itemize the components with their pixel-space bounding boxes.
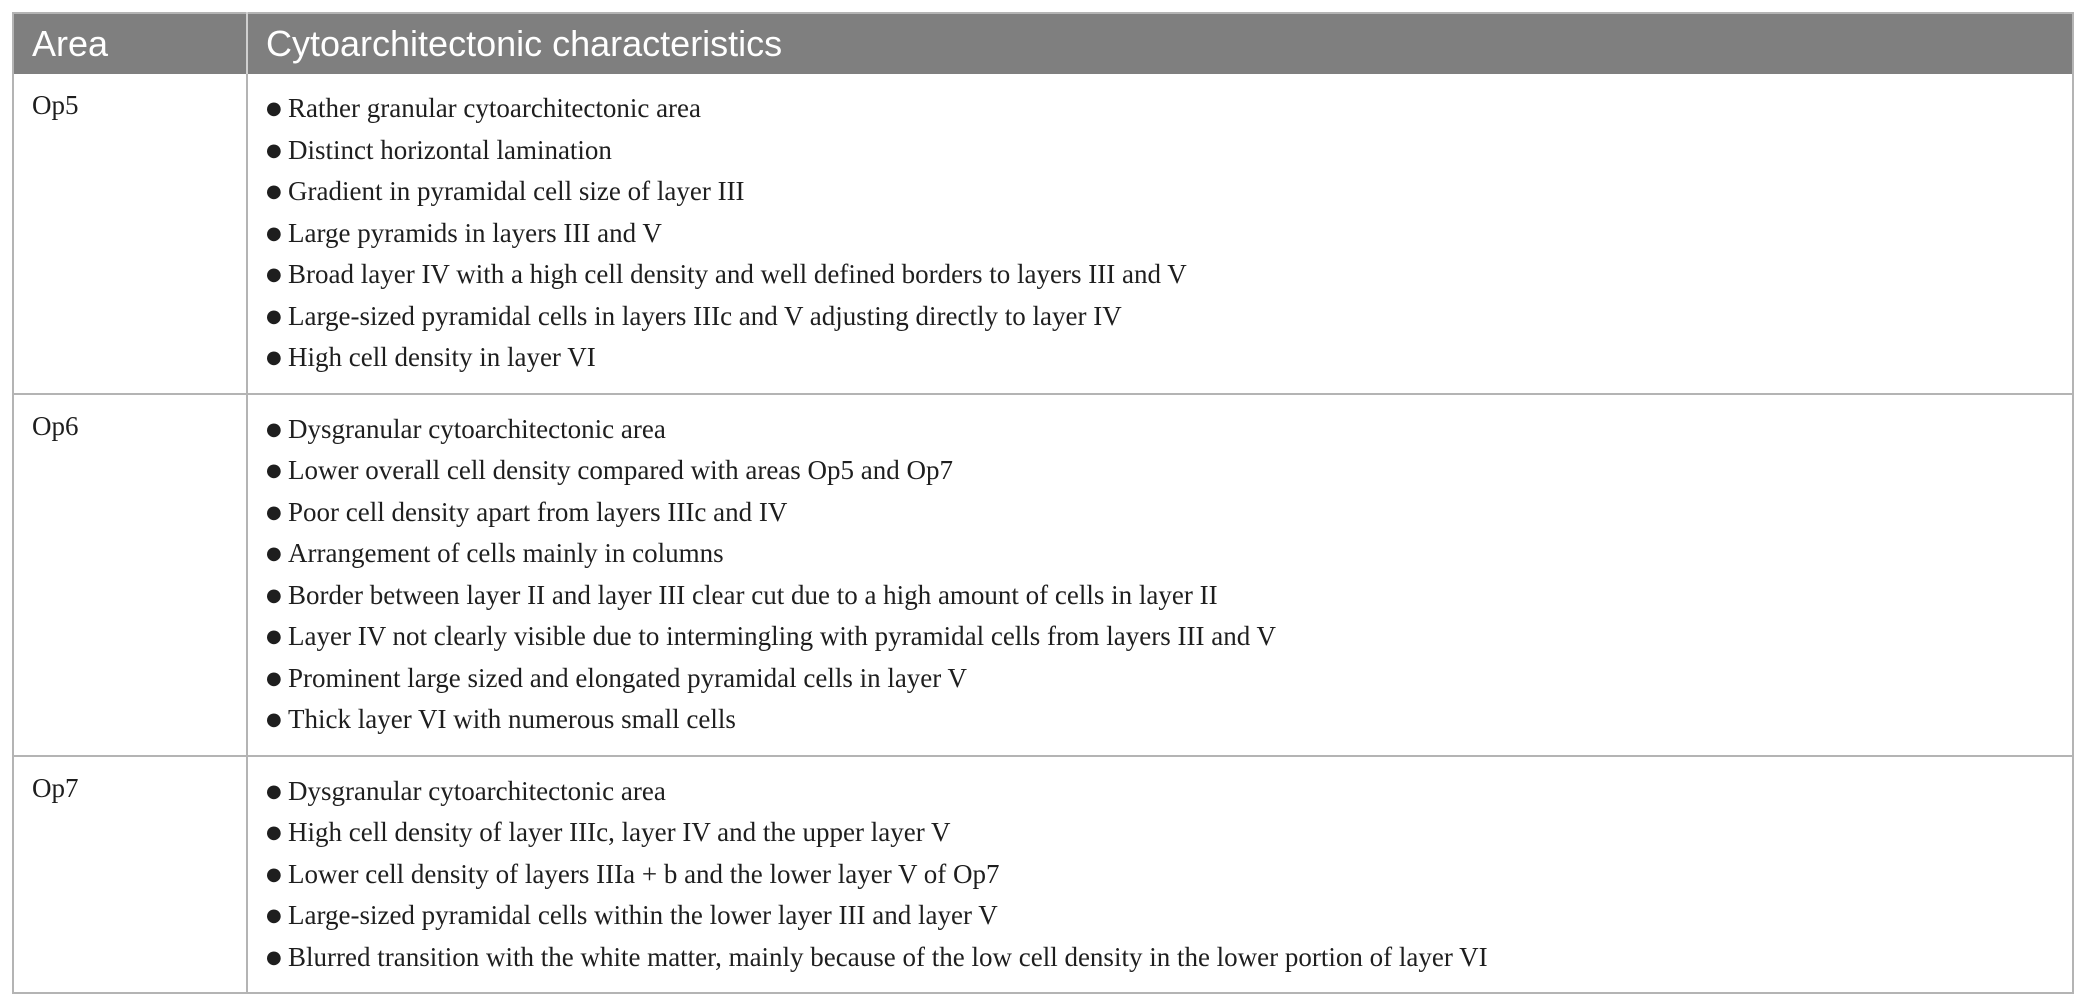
bullet-icon: ● [266, 780, 282, 802]
list-item [266, 812, 2072, 854]
header-row [13, 13, 2073, 74]
bullet-icon: ● [266, 667, 282, 689]
list-item [266, 337, 2072, 379]
area-cell: Op6 [13, 394, 247, 756]
list-item-text: Broad layer IV with a high cell density and well defined borders to layers III and V [288, 259, 1187, 289]
list-item-text: Blurred transition with the white matter, mainly because of the low cell density in the lower portion of layer VI [288, 941, 1488, 972]
table-row [13, 756, 2073, 994]
list-item [266, 492, 2072, 534]
list-item-text: Thick layer VI with numerous small cells [288, 704, 736, 734]
list-item-text: Gradient in pyramidal cell size of layer III [288, 176, 745, 206]
list-item [266, 213, 2072, 255]
table-body [13, 74, 2073, 993]
bullet-icon: ● [266, 584, 282, 606]
header-area: Area [13, 13, 247, 74]
list-item [266, 533, 2072, 575]
bullet-icon: ● [266, 501, 282, 523]
cytoarchitecture-table-container [12, 12, 2072, 994]
characteristics-list [266, 88, 2072, 379]
list-item [266, 450, 2072, 492]
table-row [13, 394, 2073, 756]
bullet-icon: ● [266, 98, 282, 119]
list-item-text: Large-sized pyramidal cells in layers IIIc and V adjusting directly to layer IV [288, 300, 1122, 331]
list-item-text: Rather granular cytoarchitectonic area [288, 93, 702, 123]
characteristics-list [266, 409, 2072, 741]
header-characteristics: Cytoarchitectonic characteristics [247, 13, 2073, 74]
bullet-icon: ● [266, 305, 282, 327]
bullet-icon: ● [266, 822, 282, 843]
list-item-text: Layer IV not clearly visible due to intermingling with pyramidal cells from layers III and V [288, 621, 1276, 651]
list-item [266, 171, 2072, 213]
table-row [13, 74, 2073, 394]
list-item [266, 937, 2072, 979]
list-item-text: Poor cell density apart from layers IIIc and IV [288, 496, 788, 527]
bullet-icon: ● [266, 139, 282, 161]
list-item-text: Arrangement of cells mainly in columns [288, 538, 724, 568]
bullet-icon: ● [266, 418, 282, 440]
bullet-icon: ● [266, 626, 282, 647]
cytoarchitecture-table [12, 12, 2074, 994]
bullet-icon: ● [266, 264, 282, 285]
list-item [266, 575, 2072, 617]
characteristics-cell [247, 394, 2073, 756]
list-item-text: Lower cell density of layers IIIa + b and the lower layer V of Op7 [288, 858, 1000, 889]
list-item [266, 658, 2072, 700]
area-cell: Op5 [13, 74, 247, 394]
characteristics-cell [247, 756, 2073, 994]
bullet-icon: ● [266, 181, 282, 202]
characteristics-list [266, 771, 2072, 979]
bullet-icon: ● [266, 222, 282, 244]
list-item [266, 771, 2072, 813]
bullet-icon: ● [266, 460, 282, 481]
list-item-text: Border between layer II and layer III clear cut due to a high amount of cells in layer II [288, 579, 1218, 610]
list-item [266, 254, 2072, 296]
list-item-text: High cell density of layer IIIc, layer IV and the upper layer V [288, 817, 951, 847]
list-item [266, 88, 2072, 130]
list-item [266, 409, 2072, 451]
list-item [266, 616, 2072, 658]
bullet-icon: ● [266, 863, 282, 885]
list-item-text: Prominent large sized and elongated pyramidal cells in layer V [288, 662, 968, 693]
list-item-text: Dysgranular cytoarchitectonic area [288, 413, 666, 444]
table-header [13, 13, 2073, 74]
bullet-icon: ● [266, 905, 282, 926]
bullet-icon: ● [266, 543, 282, 564]
bullet-icon: ● [266, 347, 282, 368]
list-item-text: Large pyramids in layers III and V [288, 217, 662, 248]
list-item-text: Large-sized pyramidal cells within the lower layer III and layer V [288, 900, 998, 930]
list-item-text: Distinct horizontal lamination [288, 134, 612, 165]
list-item [266, 296, 2072, 338]
list-item-text: Lower overall cell density compared with areas Op5 and Op7 [288, 455, 954, 485]
list-item [266, 895, 2072, 937]
list-item-text: Dysgranular cytoarchitectonic area [288, 775, 666, 806]
characteristics-cell [247, 74, 2073, 394]
bullet-icon: ● [266, 709, 282, 730]
list-item [266, 699, 2072, 741]
list-item [266, 130, 2072, 172]
list-item [266, 854, 2072, 896]
list-item-text: High cell density in layer VI [288, 342, 596, 372]
bullet-icon: ● [266, 946, 282, 968]
area-cell: Op7 [13, 756, 247, 994]
